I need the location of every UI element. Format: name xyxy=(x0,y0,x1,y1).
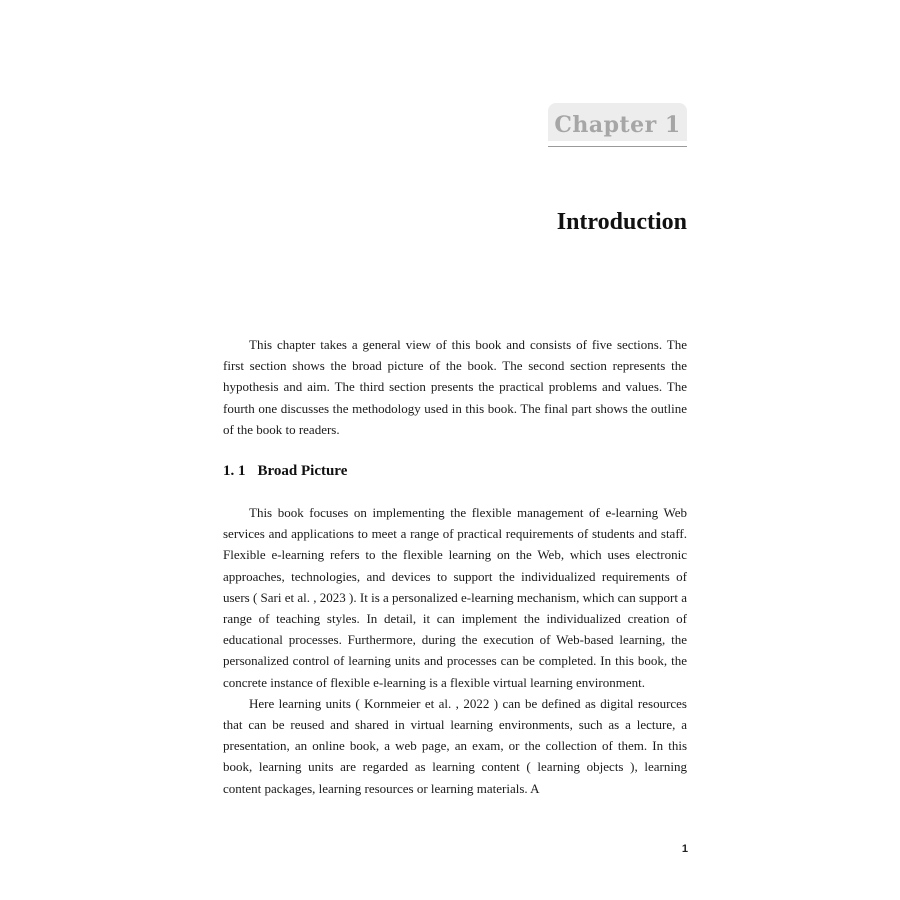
section-paragraph-2: Here learning units ( Kornmeier et al. , 2022 ) can be defined as digital resources that can be reused and shared in virtual learning environments, such as a lecture, a presentation, an online book, a web page, an exam, or the collection of them. In this book, learning units are regarded as learning content ( learning objects ), learning content packages, learning resources or learning materials. A xyxy=(223,695,687,796)
chapter-divider xyxy=(548,146,687,147)
intro-paragraph: This chapter takes a general view of this book and consists of five sections. The first section shows the broad picture of the book. The second section represents the hypothesis and aim. The third section presents the practical problems and values. The fourth one discusses the methodology used in this book. The final part shows the outline of the book to readers. xyxy=(223,337,687,437)
section-paragraph-1: This book focuses on implementing the flexible management of e-learning Web services and applications to meet a range of practical requirements of students and staff. Flexible e-learning refers to the flexible learning on the Web, which uses electronic approaches, technologies, and devices to support the individualized requirements of users ( Sari et al. , 2023 ). It is a personalized e-learning mechanism, which can support a range of teaching styles. In detail, it can implement the individualized creation of educational processes. Furthermore, during the execution of Web-based learning, the personalized control of learning units and processes can be completed. In this book, the concrete instance of flexible e-learning is a flexible virtual learning environment. xyxy=(223,505,687,690)
intro-block xyxy=(223,334,687,440)
page-number: 1 xyxy=(681,843,688,855)
chapter-label-tab xyxy=(548,103,687,141)
section-number: 1. 1 xyxy=(223,463,246,479)
chapter-label: Chapter 1 xyxy=(554,112,681,138)
section-heading xyxy=(223,460,347,482)
section-body xyxy=(223,502,687,799)
section-title: Broad Picture xyxy=(257,463,348,479)
chapter-title: Introduction xyxy=(556,209,687,235)
